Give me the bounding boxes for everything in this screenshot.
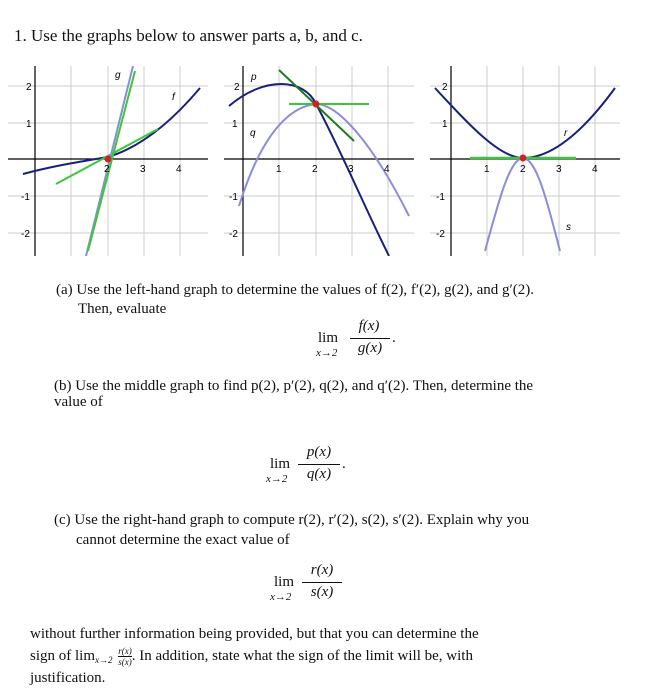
part-c-line4: sign of $\lim_{x\to 2}$ $\frac{r(x)}{s(x)}$ . In addition, state what the sign of the limit will be, with: [30, 646, 473, 668]
svg-text:3: 3: [348, 164, 354, 175]
svg-text:1: 1: [232, 119, 238, 130]
left-graph: [8, 66, 208, 256]
point-x2: [313, 101, 320, 108]
svg-text:-1: -1: [436, 192, 445, 203]
svg-text:r: r: [564, 128, 568, 139]
svg-text:2: 2: [234, 82, 240, 93]
question-title: 1. Use the graphs below to answer parts a, b, and c.: [14, 26, 363, 45]
svg-text:2: 2: [104, 164, 110, 175]
part-b-limit: lim x→2 p(x) q(x) .: [266, 444, 346, 485]
svg-text:s: s: [566, 222, 571, 233]
point-x2: [520, 155, 527, 162]
tangent-g: [88, 71, 135, 251]
part-c-line2: cannot determine the exact value of: [76, 532, 290, 548]
part-c-limit: lim x→2 r(x) s(x): [270, 562, 370, 606]
svg-text:1: 1: [484, 164, 490, 175]
svg-text:2: 2: [520, 164, 526, 175]
svg-text:-1: -1: [229, 192, 238, 203]
svg-text:4: 4: [592, 164, 598, 175]
part-c-line1: (c) Use the right-hand graph to compute r(2), r′(2), s(2), s′(2). Explain why you: [54, 512, 530, 528]
middle-graph: [224, 66, 414, 256]
part-b-line1: (b) Use the middle graph to find p(2), p′(2), q(2), and q′(2). Then, determine the: [54, 378, 534, 394]
svg-text:4: 4: [176, 164, 182, 175]
svg-text:1: 1: [26, 119, 32, 130]
part-b-line2: value of: [54, 394, 103, 410]
right-graph: [430, 66, 620, 256]
svg-text:-2: -2: [229, 229, 238, 240]
left-graph-svg: [8, 66, 208, 256]
middle-graph-svg: [224, 66, 414, 256]
part-c-line5: justification.: [30, 670, 106, 686]
label-g: g: [115, 70, 121, 81]
point-x2: [105, 156, 112, 163]
svg-text:1: 1: [442, 119, 448, 130]
svg-text:1: 1: [276, 164, 282, 175]
svg-text:3: 3: [556, 164, 562, 175]
svg-text:2: 2: [26, 82, 32, 93]
svg-text:-2: -2: [21, 229, 30, 240]
part-a-line1: (a) Use the left-hand graph to determine the values of f(2), f′(2), g(2), and g′(2).: [56, 282, 535, 298]
svg-text:q: q: [250, 128, 256, 139]
svg-text:-1: -1: [21, 192, 30, 203]
part-c-line3: without further information being provided, but that you can determine the: [30, 626, 479, 642]
right-graph-svg: [430, 66, 620, 256]
label-f: f: [172, 92, 175, 103]
svg-text:2: 2: [312, 164, 318, 175]
svg-text:-2: -2: [436, 229, 445, 240]
part-a-limit: lim x→2 f(x) g(x) .: [316, 318, 396, 359]
svg-text:4: 4: [384, 164, 390, 175]
svg-text:2: 2: [442, 82, 448, 93]
part-a-line2: Then, evaluate: [78, 301, 167, 317]
svg-text:p: p: [251, 72, 257, 83]
svg-text:3: 3: [140, 164, 146, 175]
